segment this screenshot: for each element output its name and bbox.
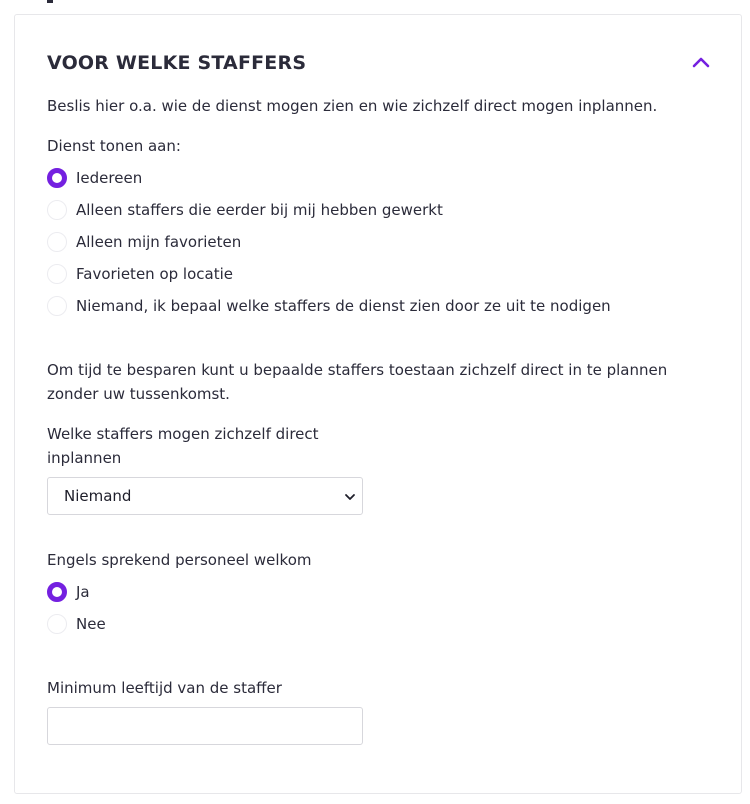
- self-scheduling-info-line-2: zonder uw tussenkomst.: [47, 385, 230, 403]
- radio-label: Nee: [76, 615, 106, 633]
- radio-label: Alleen staffers die eerder bij mij hebben gewerkt: [76, 201, 443, 219]
- radio-button[interactable]: [47, 200, 67, 220]
- self-scheduling-label-line-2: inplannen: [47, 449, 122, 467]
- self-scheduling-select[interactable]: [47, 477, 363, 515]
- collapse-button[interactable]: [689, 51, 713, 75]
- min-age-input[interactable]: [47, 707, 363, 745]
- scrolled-content-fragment: [47, 0, 53, 3]
- select-value: Niemand: [64, 487, 132, 505]
- self-scheduling-label-line-1: Welke staffers mogen zichzelf direct: [47, 425, 319, 443]
- chevron-down-icon: [344, 491, 356, 503]
- section-header: [47, 51, 713, 79]
- min-age-label: Minimum leeftijd van de staffer: [47, 679, 282, 697]
- radio-button[interactable]: [47, 264, 67, 284]
- radio-button[interactable]: [47, 296, 67, 316]
- staffers-section-card: [14, 14, 742, 794]
- radio-label: Alleen mijn favorieten: [76, 233, 242, 251]
- section-title: VOOR WELKE STAFFERS: [47, 52, 307, 74]
- radio-label: Iedereen: [76, 169, 143, 187]
- chevron-up-icon: [689, 51, 713, 75]
- self-scheduling-info-line-1: Om tijd te besparen kunt u bepaalde staffers toestaan zichzelf direct in te plannen: [47, 361, 668, 379]
- radio-label: Ja: [76, 583, 90, 601]
- radio-button-selected[interactable]: [47, 582, 67, 602]
- section-description: Beslis hier o.a. wie de dienst mogen zien en wie zichzelf direct mogen inplannen.: [47, 97, 658, 115]
- english-label: Engels sprekend personeel welkom: [47, 551, 312, 569]
- visibility-label: Dienst tonen aan:: [47, 137, 181, 155]
- radio-button[interactable]: [47, 614, 67, 634]
- radio-label: Niemand, ik bepaal welke staffers de dienst zien door ze uit te nodigen: [76, 297, 611, 315]
- radio-button-selected[interactable]: [47, 168, 67, 188]
- radio-label: Favorieten op locatie: [76, 265, 233, 283]
- radio-button[interactable]: [47, 232, 67, 252]
